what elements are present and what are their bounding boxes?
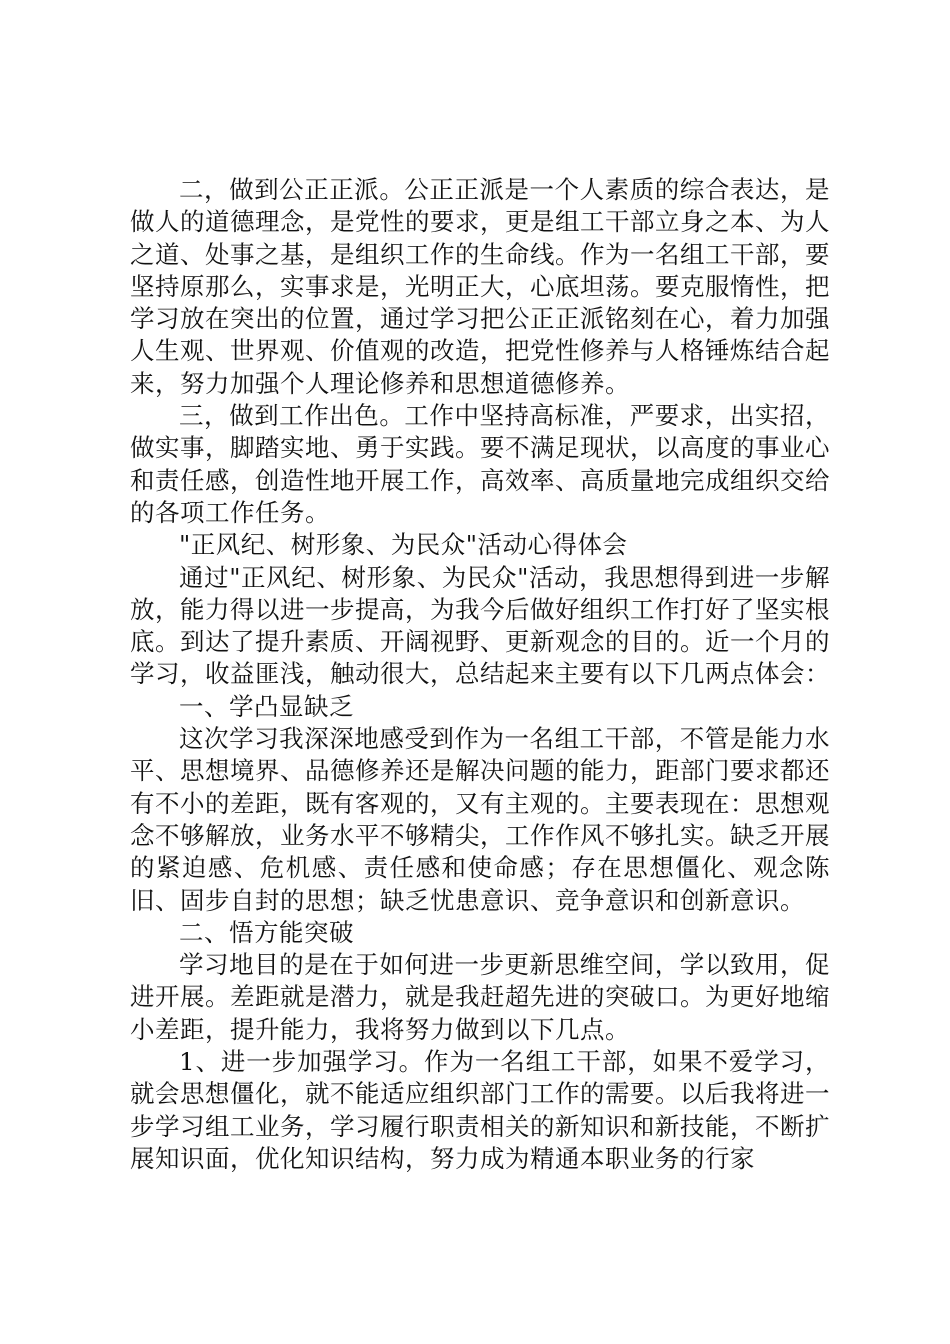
document-body	[130, 174, 830, 1175]
paragraph-study: 1、进一步加强学习。作为一名组工干部，如果不爱学习，就会思想僵化，就不能适应组织部门工作的需要。以后我将进一步学习组工业务，学习履行职责相关的新知识和新技能，不断扩展知识面，优化知识结构，努力成为精通本职业务的行家	[130, 1047, 830, 1173]
section-title: "正风纪、树形象、为民众"活动心得体会	[179, 530, 628, 560]
paragraph-work-excellence: 三，做到工作出色。工作中坚持高标准，严要求，出实招，做实事，脚踏实地、勇于实践。要不满足现状，以高度的事业心和责任感，创造性地开展工作，高效率、高质量地完成组织交给的各项工作任务。	[130, 401, 830, 527]
paragraph-fairness: 二，做到公正正派。公正正派是一个人素质的综合表达，是做人的道德理念，是党性的要求，更是组工干部立身之本、为人之道、处事之基，是组织工作的生命线。作为一名组工干部，要坚持原那么，实事求是，光明正大，心底坦荡。要克服惰性，把学习放在突出的位置，通过学习把公正正派铭刻在心，着力加强人生观、世界观、价值观的改造，把党性修养与人格锤炼结合起来，努力加强个人理论修养和思想道德修养。	[130, 175, 830, 398]
paragraph-breakthrough: 学习地目的是在于如何进一步更新思维空间，学以致用，促进开展。差距就是潜力，就是我赶超先进的突破口。为更好地缩小差距，提升能力，我将努力做到以下几点。	[130, 950, 830, 1044]
paragraph-intro: 通过"正风纪、树形象、为民众"活动，我思想得到进一步解放，能力得以进一步提高，为我今后做好组织工作打好了坚实根底。到达了提升素质、开阔视野、更新观念的目的。近一个月的学习，收益匪浅，触动很大，总结起来主要有以下几两点体会：	[130, 562, 830, 689]
heading-shortcomings: 一、学凸显缺乏	[179, 691, 354, 721]
heading-breakthrough: 二、悟方能突破	[179, 917, 354, 947]
paragraph-shortcomings: 这次学习我深深地感受到作为一名组工干部，不管是能力水平、思想境界、品德修养还是解决问题的能力，距部门要求都还有不小的差距，既有客观的，又有主观的。主要表现在：思想观念不够解放，业务水平不够精尖，工作作风不够扎实。缺乏开展的紧迫感、危机感、责任感和使命感；存在思想僵化、观念陈旧、固步自封的思想；缺乏忧患意识、竞争意识和创新意识。	[130, 724, 830, 915]
